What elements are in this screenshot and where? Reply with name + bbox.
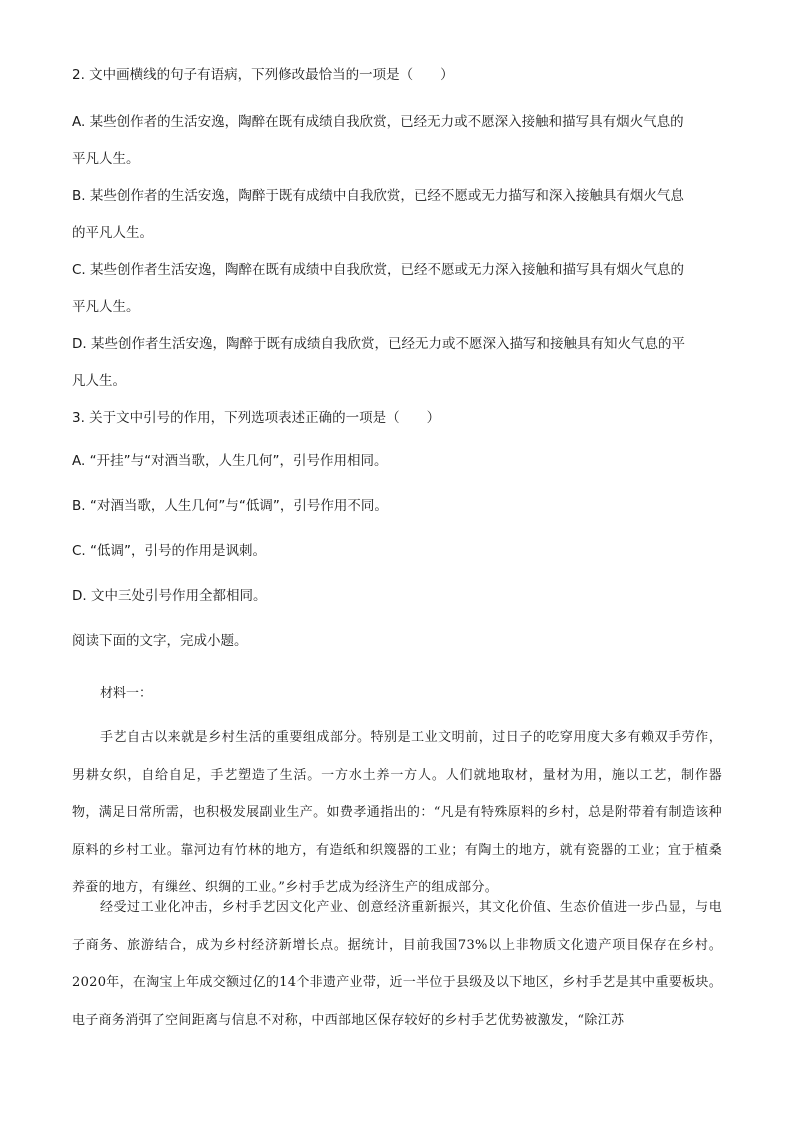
q2-option-d-line2: 凡人生。 (72, 373, 126, 389)
q2-option-a-line2: 平凡人生。 (72, 151, 140, 167)
q3-option-a: A. “开挂”与“对酒当歌，人生几何”，引号作用相同。 (72, 453, 388, 469)
q2-option-d-line1: D. 某些创作者生活安逸，陶醉于既有成绩自我欣赏，已经无力或不愿深入描写和接触具有知火气息的平 (72, 336, 685, 352)
q2-option-c-line1: C. 某些创作者生活安逸，陶醉在既有成绩中自我欣赏，已经不愿或无力深入接触和描写具有烟火气息的 (72, 262, 685, 278)
question-2-stem: 2. 文中画横线的句子有语病，下列修改最恰当的一项是（ ） (72, 67, 454, 83)
material-label: 材料一： (100, 686, 153, 701)
q2-option-b-line1: B. 某些创作者的生活安逸，陶醉于既有成绩中自我欣赏，已经不愿或无力描写和深入接触具有烟火气息 (72, 188, 684, 204)
question-2-options (72, 104, 722, 660)
reading-intro: 阅读下面的文字，完成小题。 (72, 633, 248, 649)
q3-option-b: B. “对酒当歌，人生几何”与“低调”，引号作用不同。 (72, 498, 388, 514)
material-paragraph-1: 手艺自古以来就是乡村生活的重要组成部分。特别是工业文明前，过日子的吃穿用度大多有赖双手劳作，男耕女织，自给自足，手艺塑造了生活。一方水土养一方人。人们就地取材，量材为用，施以工艺，制作器物，满足日常所需，也积极发展副业生产。如费孝通指出的：“凡是有特殊原料的乡村，总是附带着有制造该种原料的乡村工业。靠河边有竹林的地方，有造纸和织篾器的工业；有陶土的地方，就有瓷器的工业；宜于植桑养蚕的地方，有缫丝、织绸的工业。”乡村手艺成为经济生产的组成部分。 (72, 730, 722, 895)
q3-option-c: C. “低调”，引号的作用是讽刺。 (72, 543, 266, 559)
q2-option-b-line2: 的平凡人生。 (72, 225, 153, 241)
question-3-stem: 3. 关于文中引号的作用，下列选项表述正确的一项是（ ） (72, 410, 441, 426)
material-paragraph-2: 经受过工业化冲击，乡村手艺因文化产业、创意经济重新振兴，其文化价值、生态价值进一步凸显，与电子商务、旅游结合，成为乡村经济新增长点。据统计，目前我国73%以上非物质文化遗产项目保存在乡村。2020年，在淘宝上年成交额过亿的14个非遗产业带，近一半位于县级及以下地区，乡村手艺是其中重要板块。电子商务消弭了空间距离与信息不对称，中西部地区保存较好的乡村手艺优势被激发，“除江苏 (72, 900, 722, 1028)
q2-option-a-line1: A. 某些创作者的生活安逸，陶醉在既有成绩自我欣赏，已经无力或不愿深入接触和描写具有烟火气息的 (72, 114, 684, 130)
q2-option-c-line2: 平凡人生。 (72, 299, 140, 315)
q3-option-d: D. 文中三处引号作用全都相同。 (72, 588, 267, 604)
